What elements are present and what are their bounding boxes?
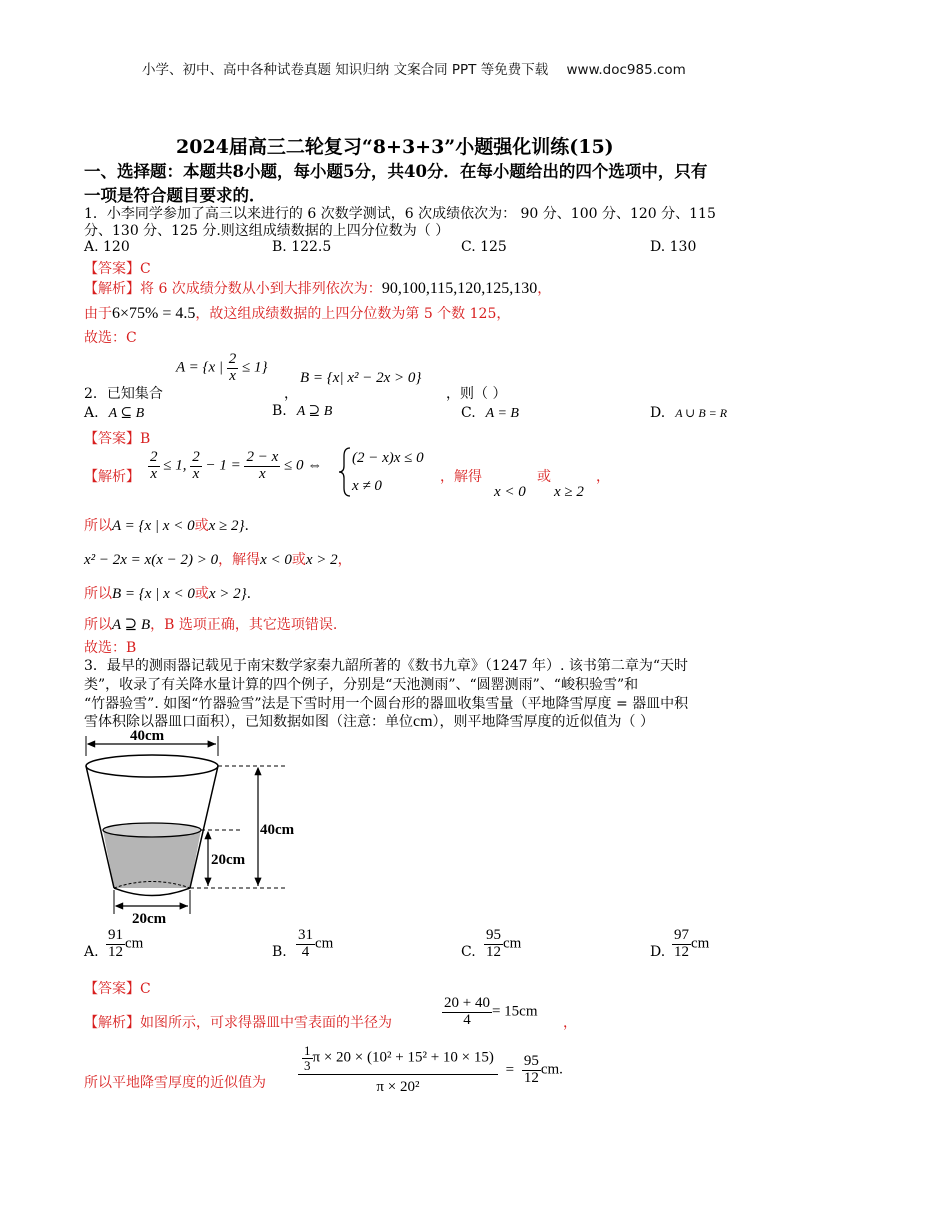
q3-option-b-label[interactable]: B.	[272, 944, 287, 960]
q3-analysis-1	[84, 1012, 392, 1032]
q3-opt-a-num: 91	[108, 927, 123, 943]
header-banner	[142, 58, 686, 78]
q2-opt-b-label: B.	[272, 403, 287, 419]
q3-option-d[interactable]	[672, 928, 709, 961]
q2-an1-sys1: (2 − x)x ≤ 0	[352, 450, 424, 466]
q2-an1-frac1-den: x	[148, 466, 160, 483]
q2-opt-c-math: A = B	[485, 406, 519, 421]
q3-an2-third	[302, 1044, 313, 1072]
q2-an2-end: .	[244, 518, 249, 534]
q3-an2-third-num: 1	[304, 1043, 311, 1058]
q1-option-d[interactable]: D. 130	[650, 239, 697, 255]
q2-analysis-4	[84, 583, 251, 603]
q3-opt-b-num: 31	[298, 927, 313, 943]
q2-stem-end: ，则（ ）	[446, 386, 507, 402]
q3-fig-rim	[86, 755, 218, 777]
q2-an2-m2: x ≥ 2}	[208, 518, 245, 534]
q2-an3-r2: x > 2	[305, 552, 338, 568]
q2-analysis-label: 【解析】	[84, 469, 140, 485]
q2-set-a-end: ≤ 1}	[242, 359, 268, 376]
q2-an1-r1: x < 0	[494, 484, 526, 500]
q2-an4-m1: B = {x | x < 0	[112, 586, 195, 602]
q2-an4-or: 或	[194, 586, 209, 602]
q2-an1-frac1	[148, 450, 160, 483]
q1-an2-math: 6×75% = 4.5	[112, 305, 196, 322]
q2-an1-frac3	[244, 450, 280, 483]
section-heading-1: 一、选择题：本题共8小题，每小题5分，共40分．在每小题给出的四个选项中，只有	[84, 162, 708, 181]
q3-opt-b-den: 4	[296, 944, 315, 961]
q3-stem4-pre: 雪体积除以器皿口面积），已知数据如图（注意：单位	[84, 714, 413, 730]
header-site[interactable]: www.doc985.com	[566, 62, 686, 78]
q3-an2-result	[522, 1054, 541, 1087]
q3-an2-rd: 12	[523, 1069, 539, 1086]
q2-an1-sys2: x ≠ 0	[352, 478, 382, 494]
q3-an1-num: 20 + 40	[444, 995, 490, 1011]
q2-an5-math: A ⊇ B	[112, 617, 151, 633]
q2-answer: 【答案】B	[84, 431, 151, 447]
q2-set-a-head: A = {x |	[176, 359, 224, 376]
q2-analysis-3	[84, 549, 352, 569]
q2-an1-solve: ，解得	[440, 469, 482, 485]
q3-an2-den: π × 20²	[298, 1074, 498, 1096]
q1-analysis-1	[84, 278, 551, 298]
q3-opt-c-unit: cm	[503, 935, 522, 952]
q1-an2-text: ，故这组成绩数据的上四分位数为第 5 个数 125，	[195, 306, 511, 322]
q2-an1-r2: x ≥ 2	[554, 484, 584, 500]
q3-analysis-label: 【解析】	[84, 1015, 140, 1031]
q2-an1-or: 或	[537, 469, 551, 485]
q2-an1-end: ，	[596, 469, 610, 485]
page-title: 2024届高三二轮复习“8+3+3”小题强化训练(15)	[176, 136, 614, 158]
q2-an3-r1: x < 0	[260, 552, 292, 568]
q3-an1-math	[442, 996, 538, 1029]
q2-opt-d-label: D.	[650, 405, 666, 421]
q2-an3-or: 或	[291, 552, 306, 568]
q2-analysis-6: 故选：B	[84, 640, 137, 656]
q3-an2-numerator	[298, 1044, 498, 1074]
q2-an1-frac2-num: 2	[192, 449, 200, 465]
q2-option-d[interactable]	[650, 405, 727, 421]
q2-option-b[interactable]	[272, 403, 332, 420]
q3-an1-den: 4	[442, 1012, 492, 1029]
q2-an4-pre: 所以	[84, 586, 112, 602]
q3-figure-bucket	[80, 728, 310, 928]
q3-opt-c-num: 95	[486, 927, 501, 943]
q3-an2-num: π × 20 × (10² + 15² + 10 × 15)	[312, 1049, 494, 1066]
q3-opt-c-frac	[484, 928, 503, 961]
q3-stem-3: “竹器验雪”. 如图“竹器验雪”法是下雪时用一个圆台形的器皿收集雪量（平地降雪厚度 = 器皿中积	[84, 696, 689, 712]
q2-an3-solve: ，解得	[218, 552, 261, 568]
q3-stem-1: 3．最早的测雨器记载见于南宋数学家秦九韶所著的《数书九章》（1247 年）. 该书第二章为“天时	[84, 658, 689, 674]
q1-analysis-label: 【解析】	[84, 281, 140, 297]
q2-an1-frac1-num: 2	[150, 449, 158, 465]
q2-opt-a-math: A ⊆ B	[108, 406, 145, 421]
q3-opt-b-unit: cm	[315, 935, 334, 952]
q1-analysis-3: 故选：C	[84, 330, 137, 346]
q3-opt-d-frac	[672, 928, 691, 961]
q3-stem-2: 类”，收录了有关降水量计算的四个例子，分别是“天池测雨”、“圆罂测雨”、“峻积验雪”和	[84, 677, 639, 693]
q2-set-a	[176, 352, 268, 385]
q3-an2-rn: 95	[523, 1052, 539, 1069]
q2-set-a-den: x	[227, 368, 239, 385]
q1-analysis-2	[84, 303, 510, 323]
q3-an2-eq: =	[505, 1061, 515, 1078]
q3-fig-bottom-label: 20cm	[132, 911, 167, 927]
q3-an1-frac	[442, 996, 492, 1029]
q2-option-a[interactable]	[84, 405, 144, 422]
q3-an2-end: .	[559, 1061, 563, 1078]
q2-system-brace	[338, 446, 352, 498]
q3-opt-a-unit: cm	[125, 935, 144, 952]
q1-an1-end: ，	[537, 281, 552, 297]
q2-option-c[interactable]	[461, 405, 519, 422]
q3-stem4-unit: cm	[413, 713, 433, 730]
q2-analysis-2	[84, 515, 249, 535]
q2-opt-d-math: A ∪ B = R	[675, 406, 728, 420]
q3-opt-d-num: 97	[674, 927, 689, 943]
q3-option-c[interactable]	[484, 928, 521, 961]
q2-an1-frac3-num: 2 − x	[246, 449, 279, 465]
q2-an1-math-c: ≤ 0 ⇔	[284, 457, 323, 474]
q3-opt-a-den: 12	[108, 943, 123, 960]
q2-set-b: B = {x| x² − 2x > 0}	[300, 370, 422, 386]
q2-an1-math-b: − 1 =	[205, 457, 241, 474]
q3-option-b[interactable]	[296, 928, 333, 961]
q3-opt-d-den: 12	[674, 943, 689, 960]
q1-answer: 【答案】C	[84, 261, 151, 277]
q3-fig-snow-label: 20cm	[211, 852, 246, 868]
q3-an1-res: = 15cm	[491, 1003, 538, 1020]
q3-fig-snow-surface	[103, 823, 201, 837]
q2-an2-pre: 所以	[84, 518, 112, 534]
q2-set-a-num: 2	[228, 351, 237, 367]
q1-an1-math: 90,100,115,120,125,130	[381, 280, 538, 297]
q2-an3-end: ，	[337, 552, 352, 568]
q2-analysis-5	[84, 614, 337, 634]
q3-an1-end: ，	[563, 1015, 577, 1031]
q3-an2-bigfrac	[298, 1044, 498, 1096]
q2-an4-end: .	[246, 586, 252, 602]
q2-an1-frac2	[190, 450, 202, 483]
q2-opt-b-math: A ⊇ B	[296, 404, 333, 419]
q3-analysis-2: 所以平地降雪厚度的近似值为	[84, 1075, 266, 1091]
q3-opt-c-den: 12	[486, 943, 501, 960]
q2-an2-m1: A = {x | x < 0	[112, 518, 195, 534]
q3-an2-third-den: 3	[304, 1057, 311, 1073]
q3-option-a-label[interactable]: A.	[84, 944, 99, 960]
q2-an3-math: x² − 2x = x(x − 2) > 0	[84, 552, 219, 568]
header-text: 小学、初中、高中各种试卷真题 知识归纳 文案合同 PPT 等免费下载	[142, 62, 549, 78]
q1-an2-pre: 由于	[84, 306, 112, 322]
q2-an4-m2: x > 2}	[208, 586, 247, 602]
q1-stem-1: 1．小李同学参加了高三以来进行的 6 次数学测试，6 次成绩依次为： 90 分、100 分、120 分、115	[84, 206, 716, 222]
q3-fig-top-label: 40cm	[130, 728, 165, 744]
q3-an1-text: 如图所示，可求得器皿中雪表面的半径为	[140, 1015, 392, 1031]
q3-option-c-label[interactable]: C.	[461, 944, 476, 960]
q3-option-a[interactable]	[106, 928, 143, 961]
q3-an2-math	[298, 1044, 563, 1096]
q3-fig-height-label: 40cm	[260, 822, 295, 838]
q1-an1-text: 将 6 次成绩分数从小到大排列依次为：	[140, 281, 382, 297]
q3-opt-b-frac	[296, 928, 315, 961]
q2-analysis-1	[148, 450, 322, 483]
q2-an5-pre: 所以	[84, 617, 112, 633]
q2-stem-pre: 2．已知集合	[84, 386, 163, 402]
section-heading-2: 一项是符合题目要求的．	[84, 186, 266, 205]
q2-comma: ，	[284, 386, 298, 402]
q2-an1-math-a: ≤ 1,	[163, 457, 187, 474]
q1-stem-2: 分、130 分、125 分.则这组成绩数据的上四分位数为（ ）	[84, 223, 450, 239]
q1-option-b[interactable]: B. 122.5	[272, 239, 332, 255]
q3-opt-d-unit: cm	[691, 935, 710, 952]
q3-answer: 【答案】C	[84, 981, 151, 997]
q3-stem4-end: ），则平地降雪厚度的近似值为（ ）	[432, 714, 654, 730]
q3-an2-unit: cm	[540, 1061, 560, 1078]
q2-an1-frac3-den: x	[244, 466, 280, 483]
q2-set-a-frac	[227, 352, 239, 385]
q1-option-a[interactable]: A. 120	[84, 239, 130, 255]
q3-opt-a-frac	[106, 928, 125, 961]
q2-opt-a-label: A.	[84, 405, 99, 421]
q3-option-d-label[interactable]: D.	[650, 944, 666, 960]
q2-an1-frac2-den: x	[190, 466, 202, 483]
q1-option-c[interactable]: C. 125	[461, 239, 507, 255]
q2-opt-c-label: C.	[461, 405, 476, 421]
q3-fig-snow	[103, 830, 201, 888]
q2-an2-or: 或	[194, 518, 209, 534]
q2-an5-text: ，B 选项正确，其它选项错误.	[150, 617, 338, 633]
